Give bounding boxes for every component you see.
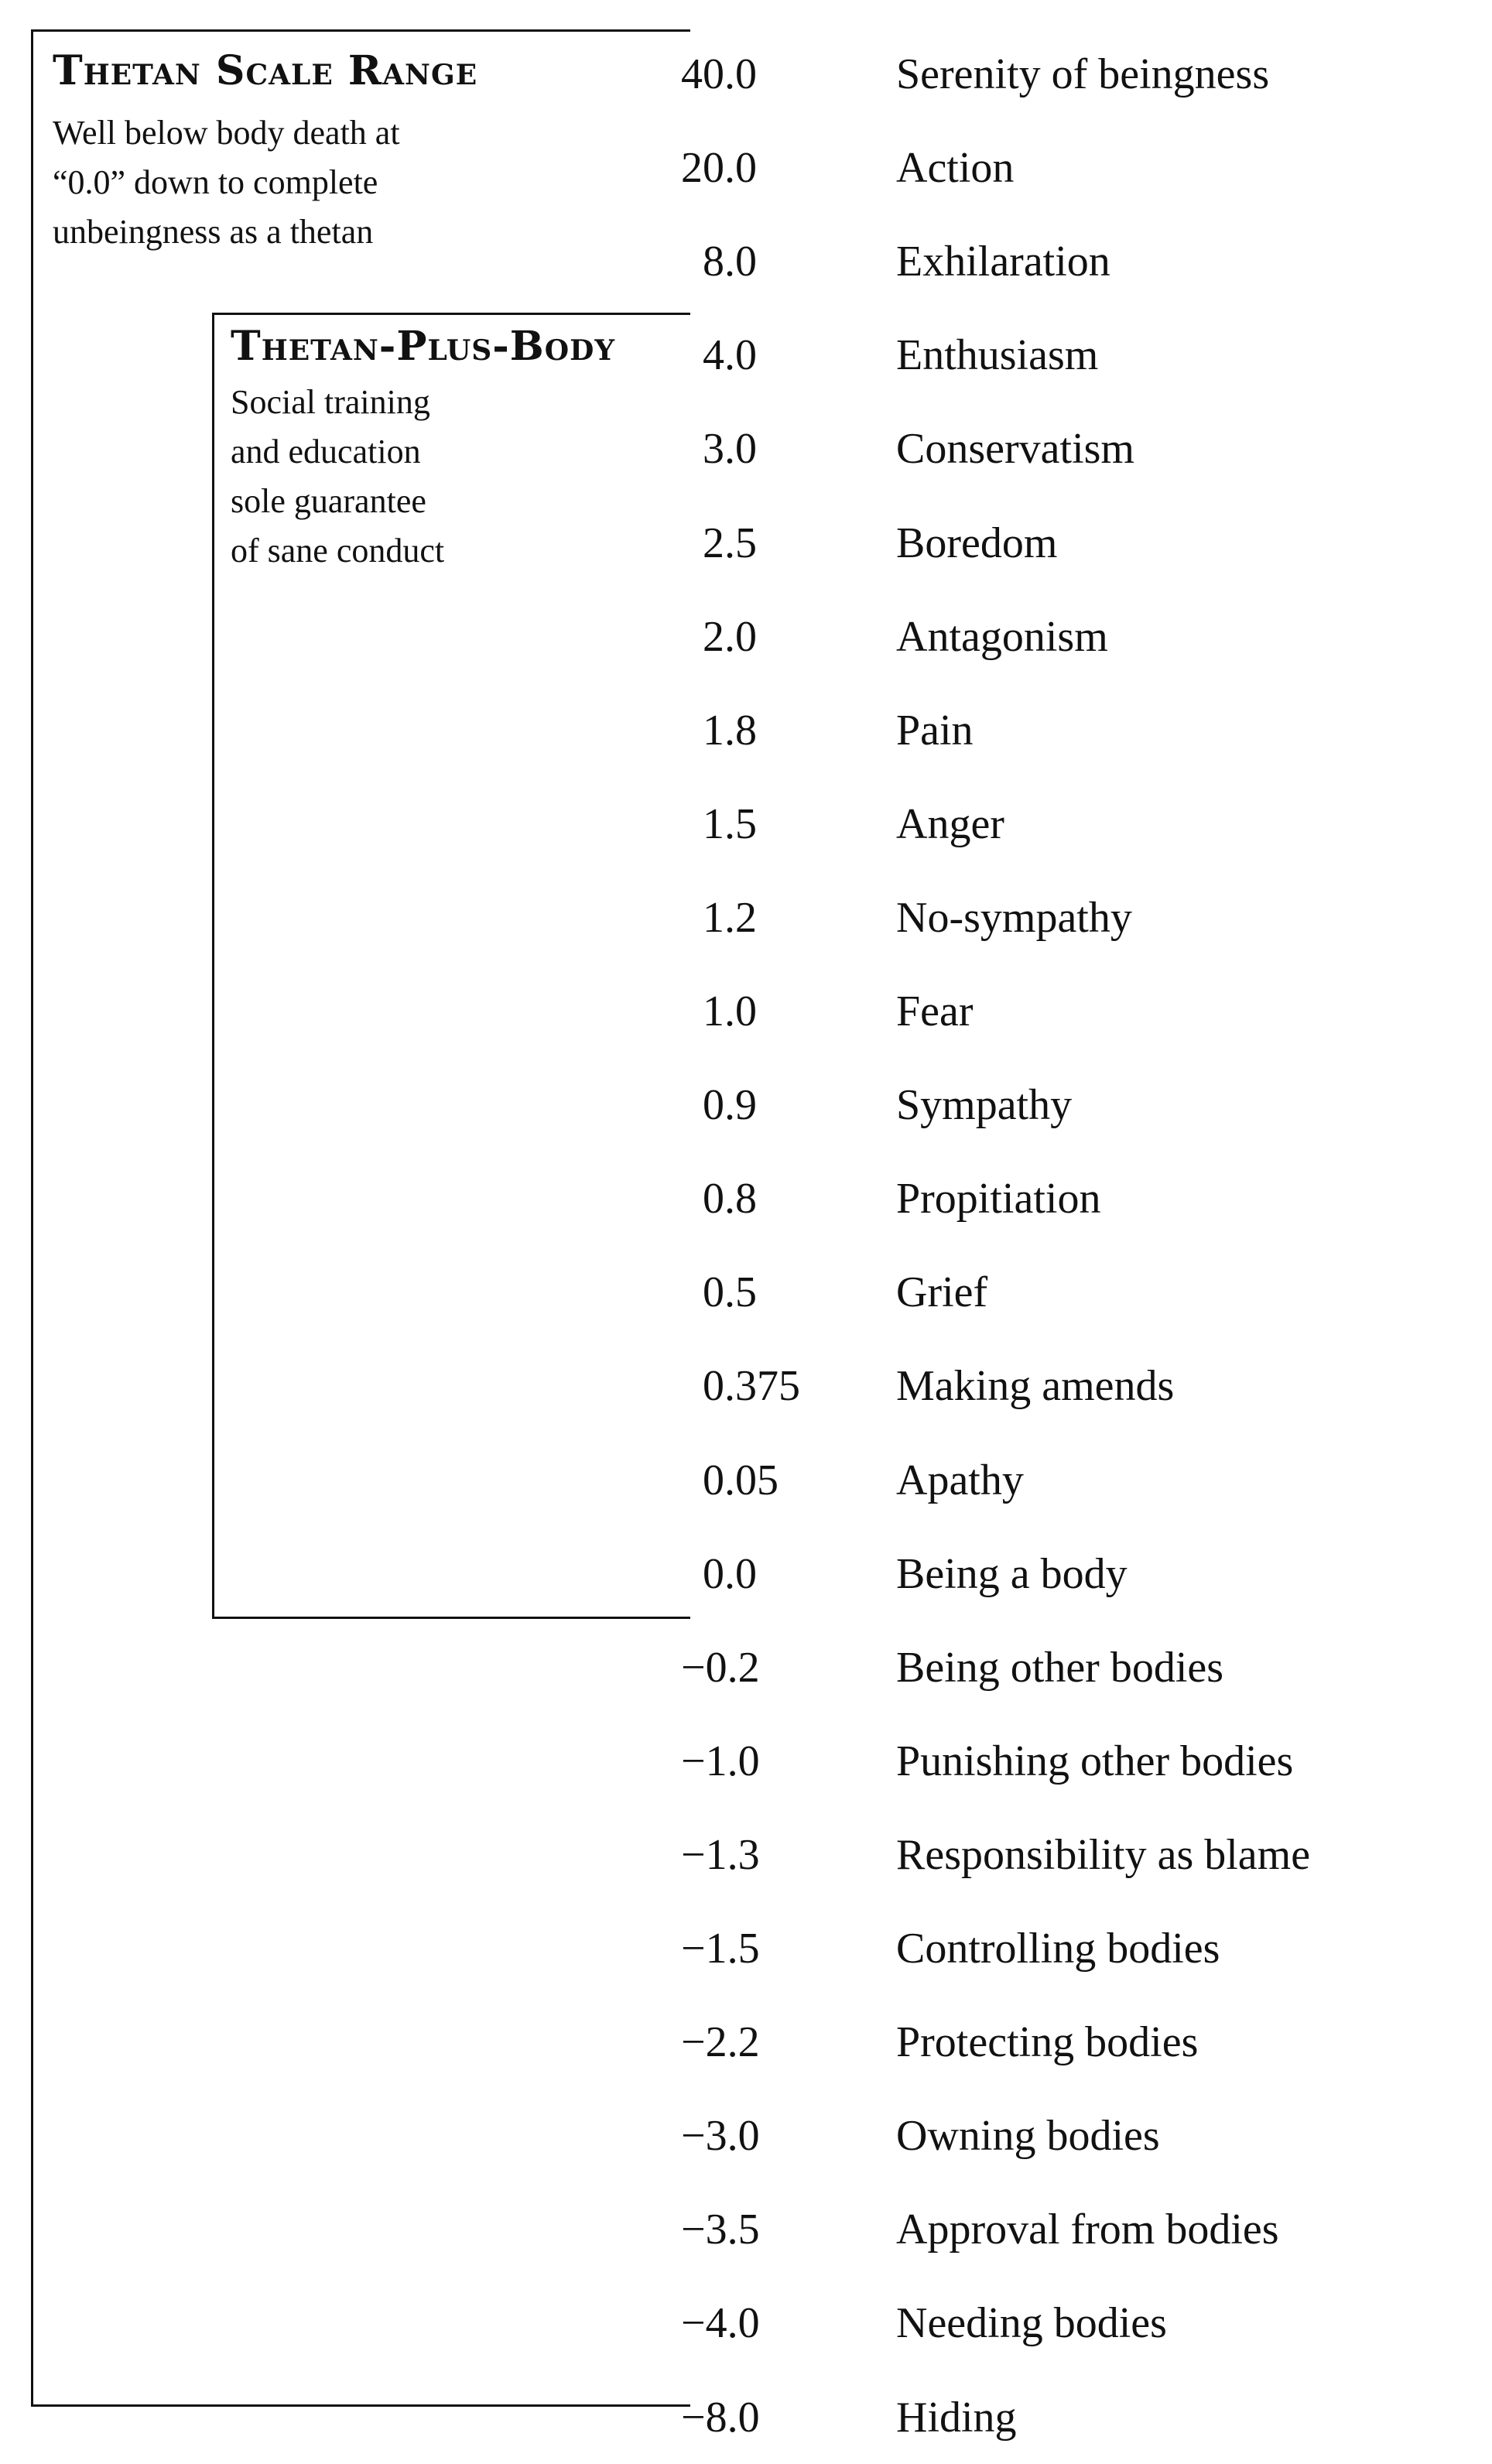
scale-level: 1.2 bbox=[703, 894, 757, 942]
scale-tone: Grief bbox=[896, 1268, 988, 1316]
scale-tone: Needing bodies bbox=[896, 2299, 1167, 2347]
scale-level: 0.8 bbox=[703, 1175, 757, 1223]
scale-level: 1.0 bbox=[703, 987, 757, 1035]
thetan-plus-body-title: Thetan-Plus-Body bbox=[231, 323, 616, 370]
scale-level: −8.0 bbox=[681, 2394, 760, 2442]
scale-row bbox=[681, 1637, 1470, 1699]
scale-tone: Enthusiasm bbox=[896, 331, 1099, 379]
scale-level: 1.5 bbox=[703, 800, 757, 848]
scale-tone: Boredom bbox=[896, 519, 1058, 567]
scale-row bbox=[681, 137, 1470, 199]
scale-row bbox=[681, 231, 1470, 293]
scale-level: 0.0 bbox=[703, 1550, 757, 1598]
scale-level: −1.3 bbox=[681, 1831, 760, 1879]
scale-level: 3.0 bbox=[703, 425, 757, 473]
scale-row bbox=[681, 793, 1470, 855]
scale-row bbox=[681, 606, 1470, 668]
scale-level: 1.8 bbox=[703, 707, 757, 755]
scale-level: −2.2 bbox=[681, 2018, 760, 2066]
scale-level: 40.0 bbox=[681, 50, 757, 98]
scale-tone: Apathy bbox=[896, 1456, 1024, 1504]
scale-level: 0.375 bbox=[703, 1362, 800, 1410]
scale-row bbox=[681, 1824, 1470, 1886]
scale-tone: Responsibility as blame bbox=[896, 1831, 1311, 1879]
scale-row bbox=[681, 1730, 1470, 1792]
scale-row bbox=[681, 324, 1470, 386]
scale-tone: Serenity of beingness bbox=[896, 50, 1270, 98]
scale-level: 0.9 bbox=[703, 1081, 757, 1129]
scale-row bbox=[681, 887, 1470, 949]
scale-tone: Hiding bbox=[896, 2394, 1017, 2442]
scale-level: −3.5 bbox=[681, 2206, 760, 2254]
scale-row bbox=[681, 1355, 1470, 1417]
scale-row bbox=[681, 43, 1470, 105]
scale-level: 0.5 bbox=[703, 1268, 757, 1316]
scale-tone: Protecting bodies bbox=[896, 2018, 1199, 2066]
scale-row bbox=[681, 700, 1470, 761]
scale-tone: Making amends bbox=[896, 1362, 1175, 1410]
scale-tone: Owning bodies bbox=[896, 2112, 1160, 2160]
scale-row bbox=[681, 980, 1470, 1042]
thetan-scale-range-caption: Well below body death at “0.0” down to complete unbeingness as a thetan bbox=[53, 114, 400, 251]
scale-row bbox=[681, 512, 1470, 574]
scale-tone: Anger bbox=[896, 800, 1004, 848]
scale-row bbox=[681, 2011, 1470, 2073]
scale-level: 2.5 bbox=[703, 519, 757, 567]
scale-row bbox=[681, 1074, 1470, 1136]
scale-row bbox=[681, 1918, 1470, 1980]
scale-tone: Punishing other bodies bbox=[896, 1737, 1294, 1785]
scale-row bbox=[681, 1261, 1470, 1323]
scale-tone: Being a body bbox=[896, 1550, 1128, 1598]
scale-level: −3.0 bbox=[681, 2112, 760, 2160]
scale-level: −0.2 bbox=[681, 1644, 760, 1692]
scale-tone: Antagonism bbox=[896, 613, 1108, 661]
scale-row bbox=[681, 2292, 1470, 2354]
scale-row bbox=[681, 2105, 1470, 2167]
scale-tone: Controlling bodies bbox=[896, 1925, 1220, 1973]
scale-level: 0.05 bbox=[703, 1456, 779, 1504]
scale-row bbox=[681, 1168, 1470, 1230]
scale-tone: Approval from bodies bbox=[896, 2206, 1279, 2254]
scale-level: 20.0 bbox=[681, 144, 757, 192]
scale-row bbox=[681, 2387, 1470, 2449]
scale-level: 8.0 bbox=[703, 238, 757, 286]
scale-tone: Propitiation bbox=[896, 1175, 1101, 1223]
scale-level: −1.5 bbox=[681, 1925, 760, 1973]
scale-level: −4.0 bbox=[681, 2299, 760, 2347]
scale-tone: Being other bodies bbox=[896, 1644, 1224, 1692]
scale-tone: Exhilaration bbox=[896, 238, 1110, 286]
scale-row bbox=[681, 1543, 1470, 1605]
thetan-scale-range-title: Thetan Scale Range bbox=[53, 47, 478, 94]
scale-row bbox=[681, 1449, 1470, 1511]
scale-tone: Pain bbox=[896, 707, 974, 755]
thetan-plus-body-caption: Social training and education sole guarantee of sane conduct bbox=[231, 383, 445, 570]
scale-level: 2.0 bbox=[703, 613, 757, 661]
scale-level: −1.0 bbox=[681, 1737, 760, 1785]
scale-tone: Conservatism bbox=[896, 425, 1134, 473]
scale-level: 4.0 bbox=[703, 331, 757, 379]
scale-tone: Fear bbox=[896, 987, 974, 1035]
scale-tone: Sympathy bbox=[896, 1081, 1073, 1129]
scale-row bbox=[681, 2199, 1470, 2260]
scale-tone: No-sympathy bbox=[896, 894, 1132, 942]
scale-row bbox=[681, 418, 1470, 480]
scale-tone: Action bbox=[896, 144, 1015, 192]
